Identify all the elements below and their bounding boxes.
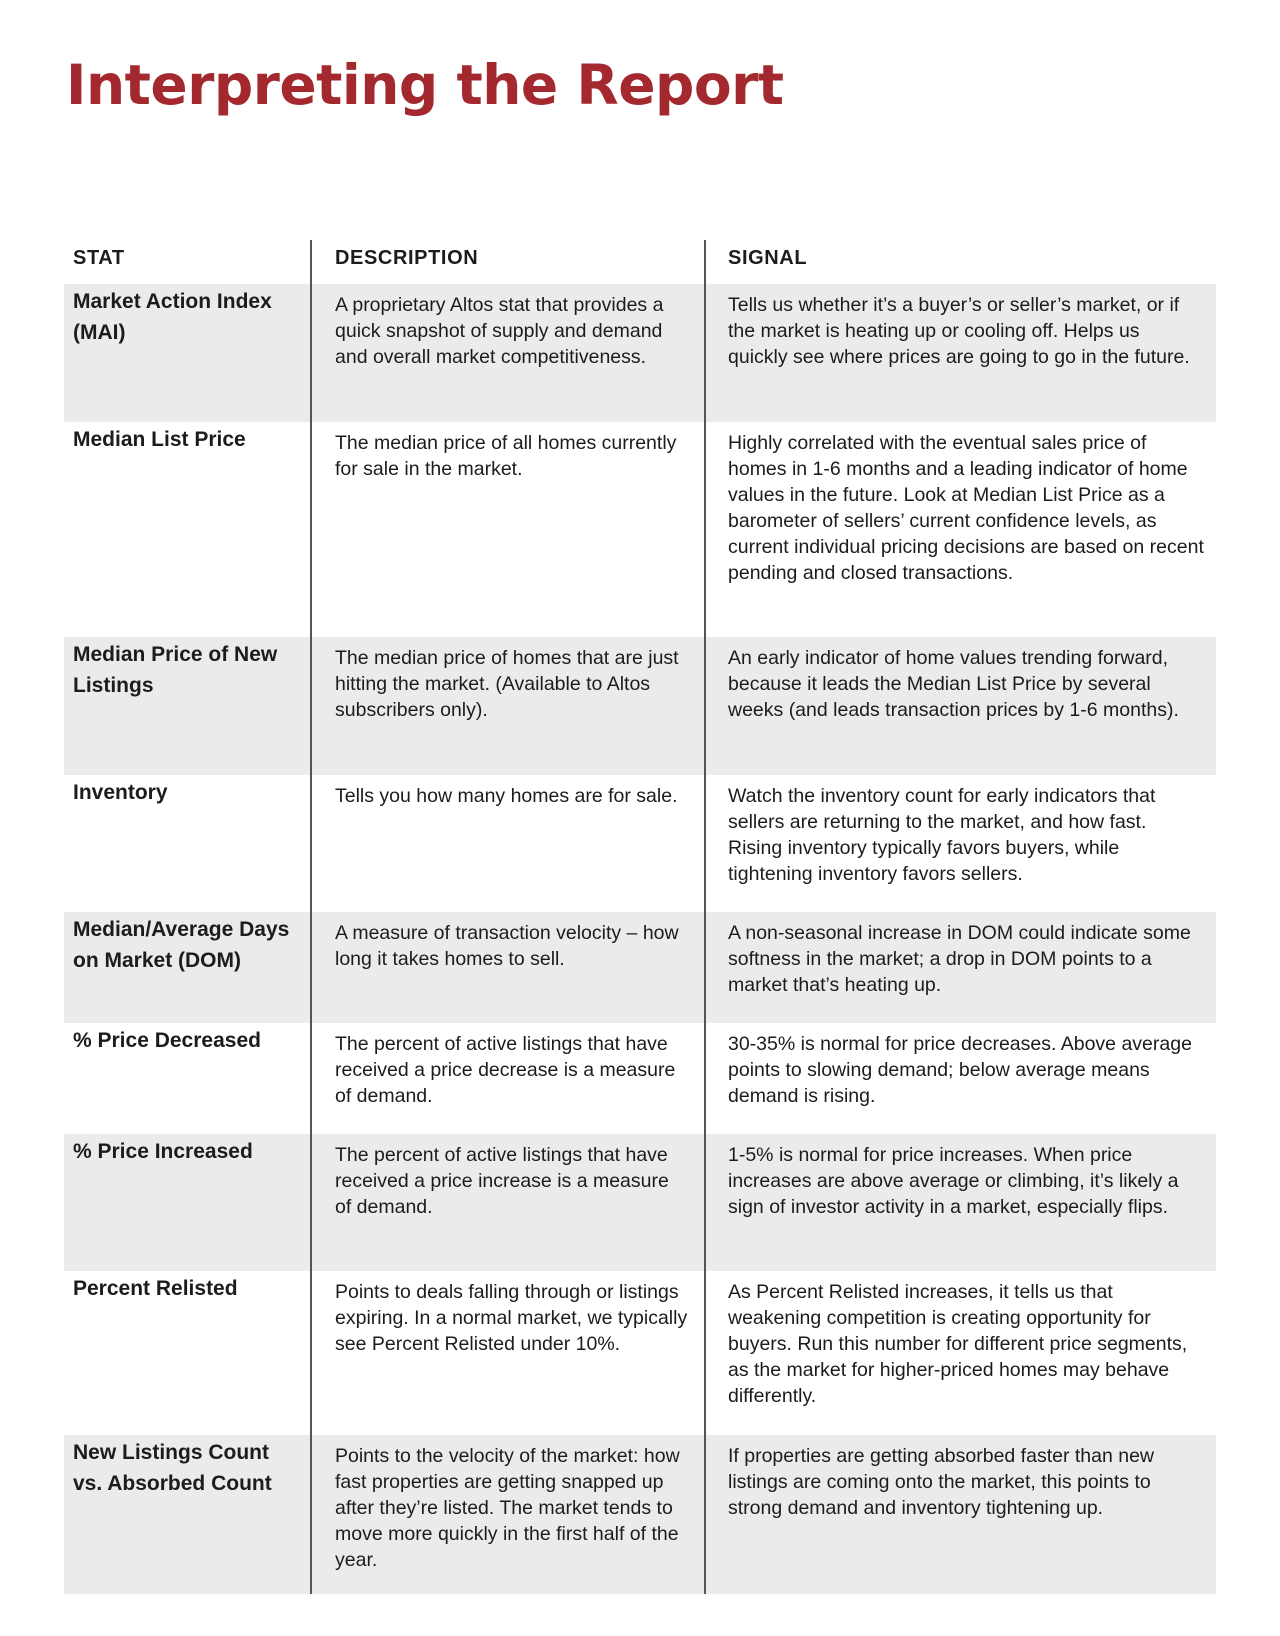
table-row: [64, 422, 1216, 637]
stat-cell: Median List Price: [73, 428, 246, 451]
table-row: [64, 912, 1216, 1023]
table-row: [64, 775, 1216, 912]
description-cell: The percent of active listings that have received a price increase is a measure of demand.: [310, 1134, 704, 1271]
table-row: [64, 1435, 1216, 1594]
header-stat: STAT: [73, 247, 125, 269]
signal-cell: Highly correlated with the eventual sales price of homes in 1-6 months and a leading indicator of home values in the future. Look at Median List Price as a barometer of sellers’ current confidence levels, as current individual pricing decisions are based on recent pending and closed transactions.: [704, 422, 1216, 637]
description-cell: The median price of homes that are just hitting the market. (Available to Altos subscribers only).: [310, 637, 704, 775]
signal-cell: 30-35% is normal for price decreases. Above average points to slowing demand; below average means demand is rising.: [704, 1023, 1216, 1134]
signal-cell: Watch the inventory count for early indicators that sellers are returning to the market, and how fast. Rising inventory typically favors buyers, while tightening inventory favors sellers.: [704, 775, 1216, 912]
description-cell: Tells you how many homes are for sale.: [310, 775, 704, 912]
signal-cell: A non-seasonal increase in DOM could indicate some softness in the market; a drop in DOM points to a market that’s heating up.: [704, 912, 1216, 1023]
stat-cell: % Price Increased: [73, 1140, 253, 1163]
table-row: [64, 637, 1216, 775]
description-cell: The median price of all homes currently for sale in the market.: [310, 422, 704, 637]
table-row: [64, 1271, 1216, 1435]
header-signal: SIGNAL: [704, 240, 1216, 284]
header-description: DESCRIPTION: [310, 240, 704, 284]
signal-cell: As Percent Relisted increases, it tells us that weakening competition is creating opportunity for buyers. Run this number for different price segments, as the market for higher-priced homes may behave differently.: [704, 1271, 1216, 1435]
stat-cell: Median/Average Days on Market (DOM): [73, 918, 290, 972]
description-cell: Points to the velocity of the market: how fast properties are getting snapped up after they’re listed. The market tends to move more quickly in the first half of the year.: [310, 1435, 704, 1594]
table-header-row: [64, 240, 1216, 284]
signal-cell: Tells us whether it’s a buyer’s or seller’s market, or if the market is heating up or cooling off. Helps us quickly see where prices are going to go in the future.: [704, 284, 1216, 422]
stat-cell: Percent Relisted: [73, 1277, 238, 1300]
stat-cell: New Listings Count vs. Absorbed Count: [73, 1441, 272, 1495]
description-cell: A measure of transaction velocity – how long it takes homes to sell.: [310, 912, 704, 1023]
description-cell: A proprietary Altos stat that provides a quick snapshot of supply and demand and overall market competitiveness.: [310, 284, 704, 422]
signal-cell: If properties are getting absorbed faster than new listings are coming onto the market, this points to strong demand and inventory tightening up.: [704, 1435, 1216, 1594]
table-row: [64, 1023, 1216, 1134]
description-cell: Points to deals falling through or listings expiring. In a normal market, we typically see Percent Relisted under 10%.: [310, 1271, 704, 1435]
signal-cell: 1-5% is normal for price increases. When price increases are above average or climbing, it’s likely a sign of investor activity in a market, especially flips.: [704, 1134, 1216, 1271]
signal-cell: An early indicator of home values trending forward, because it leads the Median List Price by several weeks (and leads transaction prices by 1-6 months).: [704, 637, 1216, 775]
stat-cell: Market Action Index (MAI): [73, 290, 272, 344]
table-row: [64, 1134, 1216, 1271]
page-title: Interpreting the Report: [66, 53, 784, 117]
description-cell: The percent of active listings that have received a price decrease is a measure of demand.: [310, 1023, 704, 1134]
report-table: [64, 240, 1216, 1594]
table-row: [64, 284, 1216, 422]
stat-cell: Inventory: [73, 781, 168, 804]
stat-cell: Median Price of New Listings: [73, 643, 278, 697]
stat-cell: % Price Decreased: [73, 1029, 261, 1052]
